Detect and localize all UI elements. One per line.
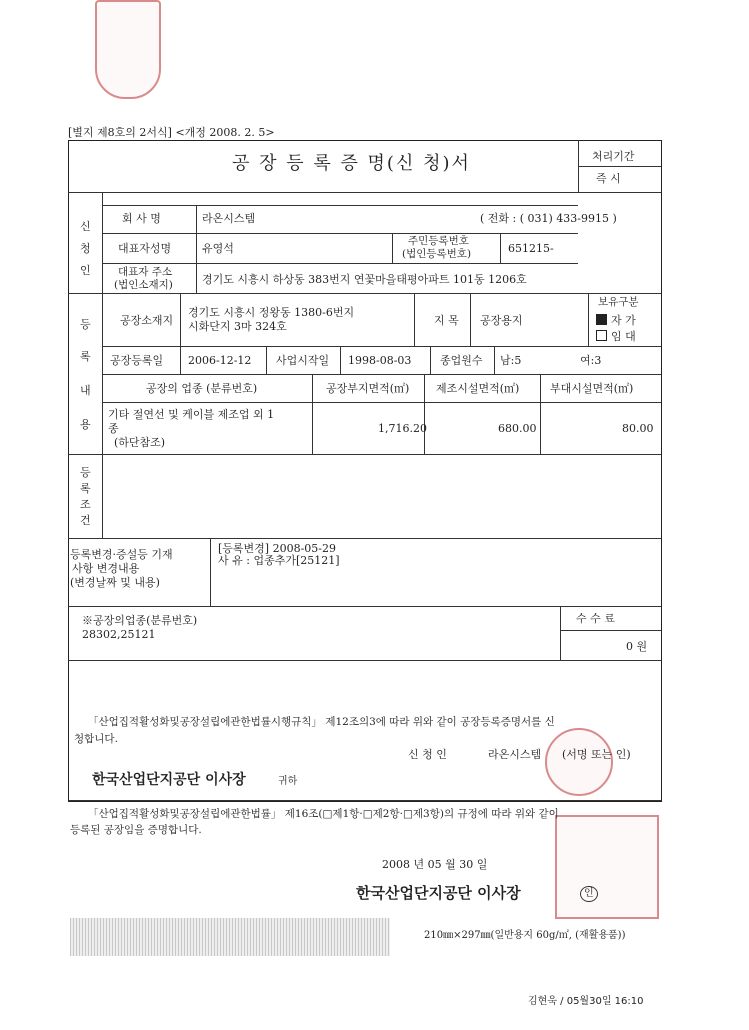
changes-line: [등록변경] 2008-05-29 — [218, 542, 337, 555]
conditions-section-char: 건 — [80, 514, 91, 527]
request-text: 청합니다. — [74, 733, 118, 745]
applicant-section-char: 인 — [80, 264, 91, 277]
conditions-section-char: 등 — [80, 466, 91, 479]
top-seal-stamp — [95, 0, 161, 99]
location-label: 공장소재지 — [120, 314, 174, 327]
phone-value: ( 전화 : ( 031) 433-9915 ) — [480, 212, 617, 225]
ownership-rented-label: 임 대 — [611, 330, 636, 343]
industry-value: 종 — [108, 422, 119, 435]
registration-section-char: 등 — [80, 318, 91, 331]
changes-label: 사항 변경내용 — [72, 562, 140, 575]
ownership-owned — [596, 314, 636, 327]
ownership-label: 보유구분 — [598, 296, 639, 308]
rep-label: 대표자성명 — [118, 242, 172, 255]
processing-label: 처리기간 — [592, 150, 635, 163]
col-mfg-area: 제조시설면적(㎡) — [436, 382, 520, 395]
mfg-area-value: 680.00 — [498, 422, 537, 435]
registration-section-char: 록 — [80, 350, 91, 363]
bizstart-value: 1998-08-03 — [348, 354, 412, 367]
fee-value: 0 원 — [626, 640, 648, 653]
location-value: 시화단지 3마 324호 — [188, 320, 287, 333]
applicant-section-char: 청 — [80, 242, 91, 255]
col-aux-area: 부대시설면적(㎡) — [550, 382, 634, 395]
industry-codes-label: ※공장의업종(분류번호) — [82, 614, 198, 627]
addr-label: (법인소재지) — [114, 279, 173, 291]
paper-spec: 210㎜×297㎜(일반용지 60g/㎡, (재활용품)) — [424, 930, 626, 941]
applicant-section-char: 신 — [80, 220, 91, 233]
applicant-sign-note: (서명 또는 인) — [562, 748, 631, 761]
col-site-area: 공장부지면적(㎡) — [326, 382, 410, 395]
form-reference: [별지 제8호의 2서식] <개정 2008. 2. 5> — [68, 126, 275, 139]
regdate-value: 2006-12-12 — [188, 354, 252, 367]
ownership-rented — [596, 330, 636, 343]
request-text: 「산업집적활성화및공장설립에관한법률시행규칙」 제12조의3에 따라 위와 같이 공장등록증명서를 신 — [88, 716, 555, 728]
processing-value: 즉 시 — [596, 172, 621, 185]
regdate-label: 공장등록일 — [110, 354, 164, 367]
issuer-name: 한국산업단지공단 이사장 — [356, 884, 521, 902]
addressee-org: 한국산업단지공단 이사장 — [92, 772, 246, 788]
industry-codes-value: 28302,25121 — [82, 628, 156, 641]
employees-female: 여:3 — [580, 354, 602, 367]
fee-label: 수 수 료 — [576, 612, 615, 625]
addr-value: 경기도 시흥시 하상동 383번지 연꽃마을태평아파트 101동 1206호 — [202, 273, 527, 286]
company-label: 회 사 명 — [122, 212, 161, 225]
land-label: 지 목 — [434, 314, 459, 327]
form-frame — [68, 140, 662, 802]
bizstart-label: 사업시작일 — [276, 354, 330, 367]
location-value: 경기도 시흥시 정왕동 1380-6번지 — [188, 306, 355, 319]
registration-section-char: 내 — [80, 384, 91, 397]
land-value: 공장용지 — [480, 314, 523, 327]
unchecked-box-icon — [596, 330, 607, 341]
changes-label: 등록변경·증설등 기재 — [70, 548, 173, 561]
employees-male: 남:5 — [500, 354, 522, 367]
addressee-suffix: 귀하 — [278, 776, 298, 787]
employees-label: 종업원수 — [440, 354, 483, 367]
industry-value: (하단참조) — [114, 436, 166, 449]
certify-date: 2008 년 05 월 30 일 — [382, 858, 488, 871]
conditions-section-char: 록 — [80, 482, 91, 495]
form-title: 공 장 등 록 증 명(신 청)서 — [232, 153, 471, 174]
applicant-sign-label: 신 청 인 — [408, 748, 447, 761]
applicant-sign-name: 라온시스템 — [488, 748, 542, 761]
regno-label: 주민등록번호 — [408, 235, 469, 247]
footer-print-info: 김현욱 / 05월30일 16:10 — [528, 996, 644, 1007]
addr-label: 대표자 주소 — [118, 266, 173, 278]
rep-value: 유영석 — [202, 242, 234, 255]
regno-value: 651215- — [508, 242, 554, 255]
aux-area-value: 80.00 — [622, 422, 654, 435]
checked-box-icon — [596, 314, 607, 325]
registration-section-char: 용 — [80, 418, 91, 431]
issuer-seal-mark: 인 — [580, 886, 598, 902]
ownership-owned-label: 자 가 — [611, 314, 636, 327]
barcode-strip — [70, 918, 390, 956]
issuer-seal-stamp — [555, 815, 659, 919]
company-value: 라온시스템 — [202, 212, 256, 225]
regno-label: (법인등록번호) — [402, 248, 472, 260]
conditions-section-char: 조 — [80, 498, 91, 511]
col-industry: 공장의 업종 (분류번호) — [146, 382, 258, 395]
site-area-value: 1,716.20 — [378, 422, 427, 435]
certify-text: 「산업집적활성화및공장설립에관한법률」 제16조(□제1항·□제2항·□제3항)의 규정에 따라 위와 같이 — [88, 808, 559, 820]
changes-line: 사 유 : 업종추가[25121] — [218, 554, 340, 567]
certify-text: 등록된 공장임을 증명합니다. — [70, 824, 202, 836]
changes-label: (변경날짜 및 내용) — [70, 576, 160, 589]
industry-value: 기타 절연선 및 케이블 제조업 외 1 — [108, 408, 275, 421]
